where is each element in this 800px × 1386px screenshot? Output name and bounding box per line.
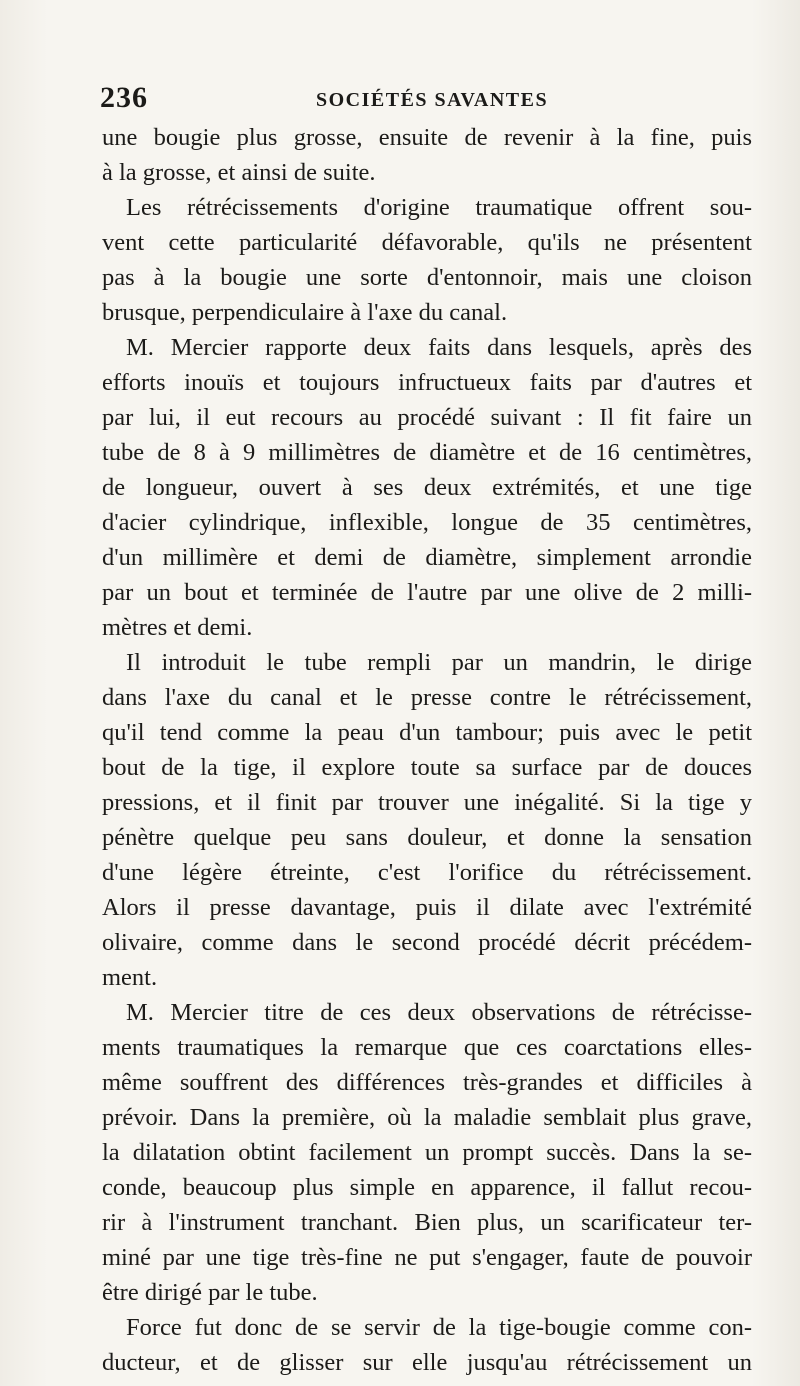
text-line: être dirigé par le tube.: [102, 1279, 318, 1306]
text-line: la dilatation obtint facilement un prompt succès. Dans la se-: [102, 1139, 752, 1166]
body-text: [102, 120, 752, 1380]
text-line: M. Mercier rapporte deux faits dans lesquels, après des: [126, 334, 752, 361]
text-line: pas à la bougie une sorte d'entonnoir, mais une cloison: [102, 264, 752, 291]
text-line: brusque, perpendiculaire à l'axe du canal.: [102, 299, 508, 326]
running-head: [100, 78, 750, 118]
text-line: une bougie plus grosse, ensuite de revenir à la fine, puis: [102, 124, 752, 151]
text-line: qu'il tend comme la peau d'un tambour; puis avec le petit: [102, 719, 752, 746]
text-line: par lui, il eut recours au procédé suivant : Il fit faire un: [102, 404, 752, 431]
text-line: mètres et demi.: [102, 614, 253, 641]
text-line: M. Mercier titre de ces deux observations de rétrécisse-: [126, 999, 752, 1026]
text-line: pressions, et il finit par trouver une inégalité. Si la tige y: [102, 789, 752, 816]
text-line: ducteur, et de glisser sur elle jusqu'au rétrécissement un: [102, 1349, 752, 1376]
running-title: SOCIÉTÉS SAVANTES: [316, 89, 549, 111]
text-line: conde, beaucoup plus simple en apparence, il fallut recou-: [102, 1174, 752, 1201]
text-line: Force fut donc de se servir de la tige-bougie comme con-: [126, 1314, 752, 1341]
text-line: à la grosse, et ainsi de suite.: [102, 159, 376, 186]
text-line: pénètre quelque peu sans douleur, et donne la sensation: [102, 824, 752, 851]
text-line: ment.: [102, 964, 158, 991]
text-line: ments traumatiques la remarque que ces coarctations elles-: [102, 1034, 752, 1061]
text-line: d'acier cylindrique, inflexible, longue de 35 centimètres,: [102, 509, 752, 536]
text-line: Il introduit le tube rempli par un mandrin, le dirige: [126, 649, 752, 676]
text-line: olivaire, comme dans le second procédé décrit précédem-: [102, 929, 752, 956]
text-line: prévoir. Dans la première, où la maladie semblait plus grave,: [102, 1104, 752, 1131]
text-line: même souffrent des différences très-grandes et difficiles à: [102, 1069, 752, 1096]
text-line: dans l'axe du canal et le presse contre le rétrécissement,: [102, 684, 752, 711]
text-line: par un bout et terminée de l'autre par une olive de 2 milli-: [102, 579, 752, 606]
text-line: bout de la tige, il explore toute sa surface par de douces: [102, 754, 752, 781]
text-line: de longueur, ouvert à ses deux extrémités, et une tige: [102, 474, 752, 501]
text-line: efforts inouïs et toujours infructueux faits par d'autres et: [102, 369, 752, 396]
text-line: Alors il presse davantage, puis il dilate avec l'extrémité: [102, 894, 752, 921]
text-line: miné par une tige très-fine ne put s'engager, faute de pouvoir: [102, 1244, 752, 1271]
text-line: d'une légère étreinte, c'est l'orifice du rétrécissement.: [102, 859, 752, 886]
text-line: Les rétrécissements d'origine traumatique offrent sou-: [126, 194, 752, 221]
text-line: vent cette particularité défavorable, qu'ils ne présentent: [102, 229, 752, 256]
text-line: rir à l'instrument tranchant. Bien plus, un scarificateur ter-: [102, 1209, 752, 1236]
page-number: 236: [100, 81, 148, 114]
text-line: tube de 8 à 9 millimètres de diamètre et de 16 centimètres,: [102, 439, 752, 466]
text-line: d'un millimère et demi de diamètre, simplement arrondie: [102, 544, 752, 571]
